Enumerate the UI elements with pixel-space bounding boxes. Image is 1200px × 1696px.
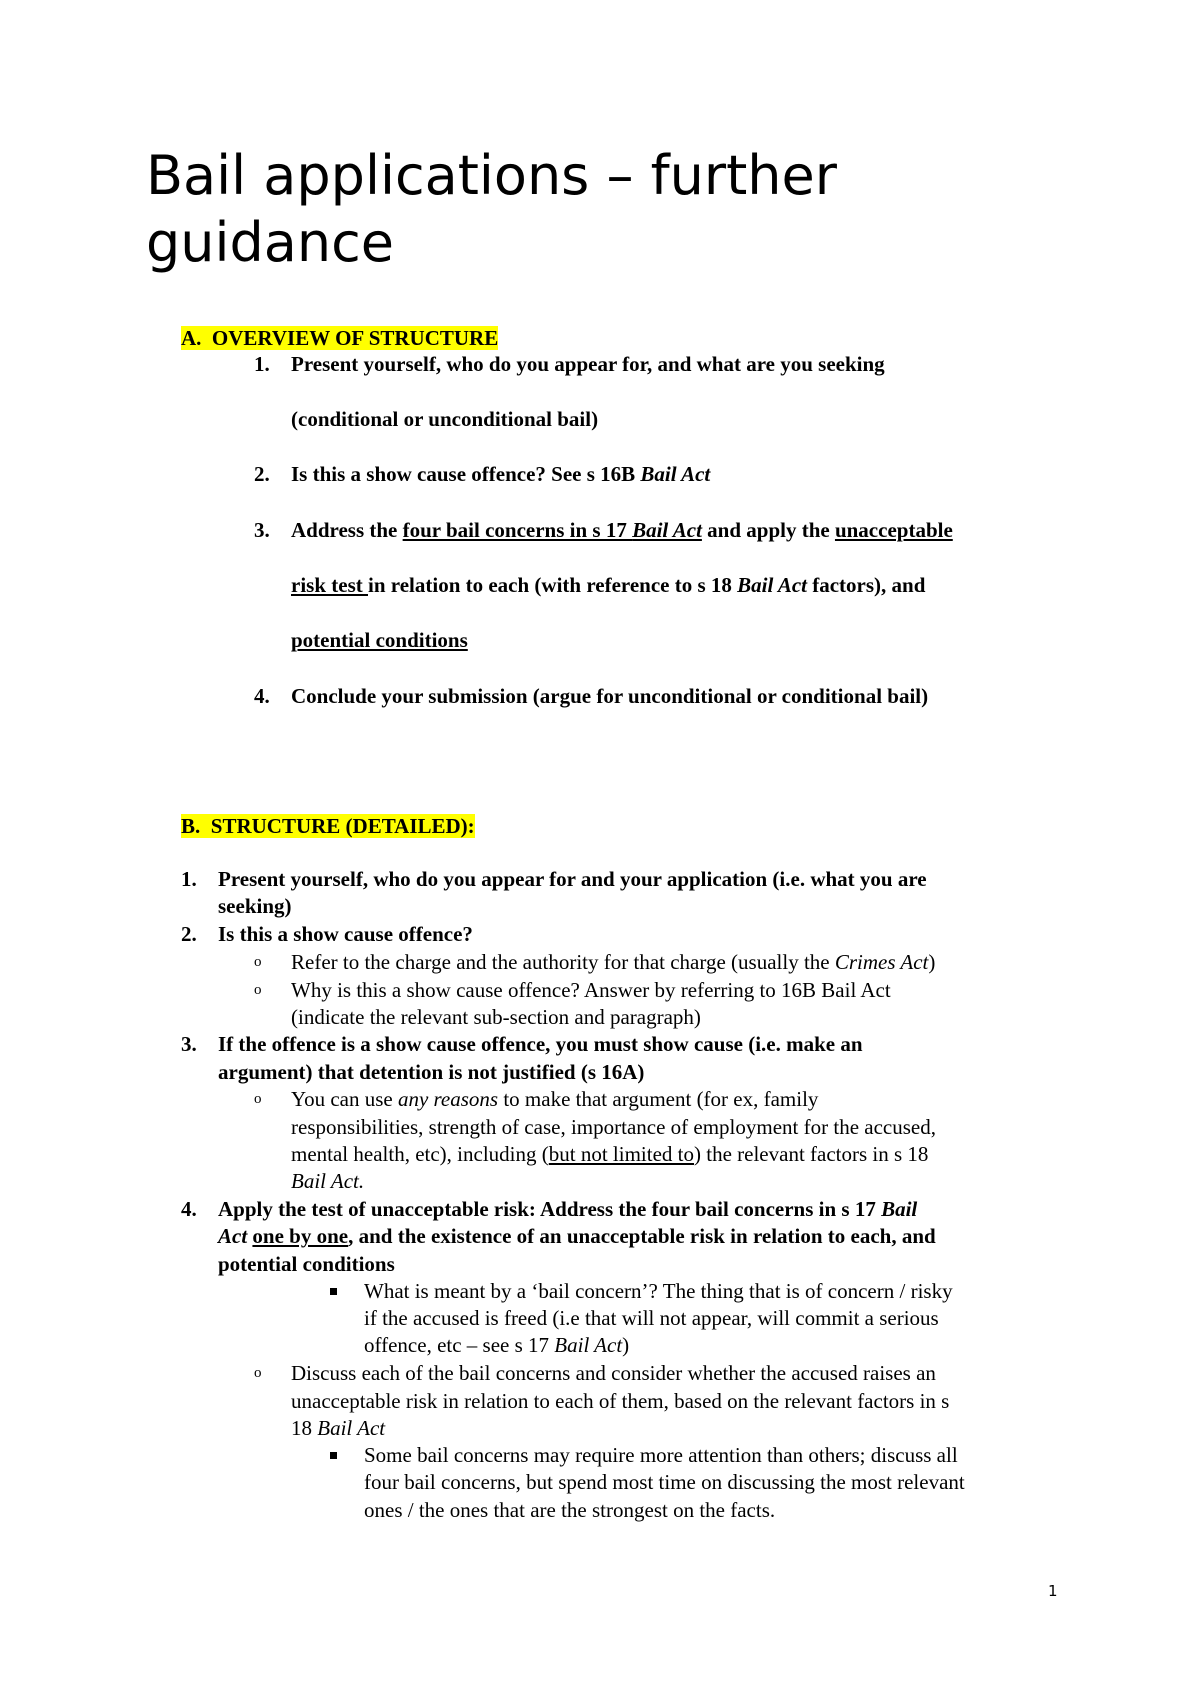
overview-item-1-number: 1. bbox=[254, 352, 270, 376]
section-b-title: STRUCTURE (DETAILED): bbox=[210, 814, 475, 838]
detail-item-3-sub-1-line-4: Bail Act. bbox=[291, 1169, 365, 1193]
overview-item-2-number: 2. bbox=[254, 462, 270, 486]
detail-item-2-number: 2. bbox=[181, 922, 197, 946]
square-bullet-icon bbox=[330, 1452, 337, 1459]
bullet-o: o bbox=[254, 1091, 262, 1107]
section-b-marker: B. bbox=[181, 814, 201, 838]
detail-item-4-note-1-line-2: if the accused is freed (i.e that will not appear, will commit a serious bbox=[364, 1306, 939, 1330]
detail-item-4-sub-2-line-3: 18 Bail Act bbox=[291, 1416, 386, 1440]
overview-item-3-line-1: Address the four bail concerns in s 17 Bail Act and apply the unacceptable bbox=[291, 518, 953, 542]
detail-item-2-sub-2-line-1: Why is this a show cause offence? Answer by referring to 16B Bail Act bbox=[291, 978, 891, 1002]
page-title: Bail applications – further guidance bbox=[146, 144, 837, 274]
detail-item-4-note-2-line-2: four bail concerns, but spend most time on discussing the most relevant bbox=[364, 1470, 965, 1494]
detail-item-3-line-2: argument) that detention is not justified (s 16A) bbox=[218, 1060, 645, 1084]
detail-item-1-number: 1. bbox=[181, 867, 197, 891]
detail-item-3-line-1: If the offence is a show cause offence, you must show cause (i.e. make an bbox=[218, 1032, 863, 1056]
detail-item-4-line-1: Apply the test of unacceptable risk: Address the four bail concerns in s 17 Bail bbox=[218, 1197, 918, 1221]
section-a-title: OVERVIEW OF STRUCTURE bbox=[211, 326, 499, 350]
detail-item-3-sub-1-line-2: responsibilities, strength of case, importance of employment for the accused, bbox=[291, 1115, 936, 1139]
overview-item-3-number: 3. bbox=[254, 518, 270, 542]
section-b-heading bbox=[181, 814, 475, 838]
page-number: 1 bbox=[1048, 1582, 1058, 1600]
overview-item-1-line-1: Present yourself, who do you appear for, and what are you seeking bbox=[291, 352, 885, 376]
overview-item-3-line-2: risk test in relation to each (with reference to s 18 Bail Act factors), and bbox=[291, 573, 926, 597]
detail-item-4-line-2: Act one by one, and the existence of an unacceptable risk in relation to each, and bbox=[218, 1224, 936, 1248]
section-a-marker: A. bbox=[181, 326, 202, 350]
section-a-heading bbox=[181, 326, 498, 350]
detail-item-1-line-1: Present yourself, who do you appear for and your application (i.e. what you are bbox=[218, 867, 927, 891]
detail-item-3-sub-1-line-1: You can use any reasons to make that argument (for ex, family bbox=[291, 1087, 819, 1111]
overview-item-1-line-2: (conditional or unconditional bail) bbox=[291, 407, 599, 431]
detail-item-2-sub-1: Refer to the charge and the authority for that charge (usually the Crimes Act) bbox=[291, 950, 936, 974]
detail-item-4-number: 4. bbox=[181, 1197, 197, 1221]
detail-item-4-note-1-line-1: What is meant by a ‘bail concern’? The thing that is of concern / risky bbox=[364, 1279, 953, 1303]
detail-item-4-sub-2-line-1: Discuss each of the bail concerns and consider whether the accused raises an bbox=[291, 1361, 936, 1385]
bullet-o: o bbox=[254, 1365, 262, 1381]
overview-item-4-number: 4. bbox=[254, 684, 270, 708]
detail-item-4-line-3: potential conditions bbox=[218, 1252, 395, 1276]
detail-item-4-sub-2-line-2: unacceptable risk in relation to each of them, based on the relevant factors in s bbox=[291, 1389, 950, 1413]
bullet-o: o bbox=[254, 954, 262, 970]
bullet-o: o bbox=[254, 982, 262, 998]
detail-item-1-line-2: seeking) bbox=[218, 894, 292, 918]
overview-item-3-line-3: potential conditions bbox=[291, 628, 468, 652]
detail-item-2-sub-2-line-2: (indicate the relevant sub-section and paragraph) bbox=[291, 1005, 701, 1029]
detail-item-4-note-1-line-3: offence, etc – see s 17 Bail Act) bbox=[364, 1333, 630, 1357]
overview-item-2: Is this a show cause offence? See s 16B Bail Act bbox=[291, 462, 711, 486]
detail-item-2: Is this a show cause offence? bbox=[218, 922, 473, 946]
detail-item-3-sub-1-line-3: mental health, etc), including (but not limited to) the relevant factors in s 18 bbox=[291, 1142, 929, 1166]
detail-item-3-number: 3. bbox=[181, 1032, 197, 1056]
detail-item-4-note-2-line-1: Some bail concerns may require more attention than others; discuss all bbox=[364, 1443, 958, 1467]
square-bullet-icon bbox=[330, 1288, 337, 1295]
detail-item-4-note-2-line-3: ones / the ones that are the strongest on the facts. bbox=[364, 1498, 776, 1522]
overview-item-4: Conclude your submission (argue for unconditional or conditional bail) bbox=[291, 684, 929, 708]
